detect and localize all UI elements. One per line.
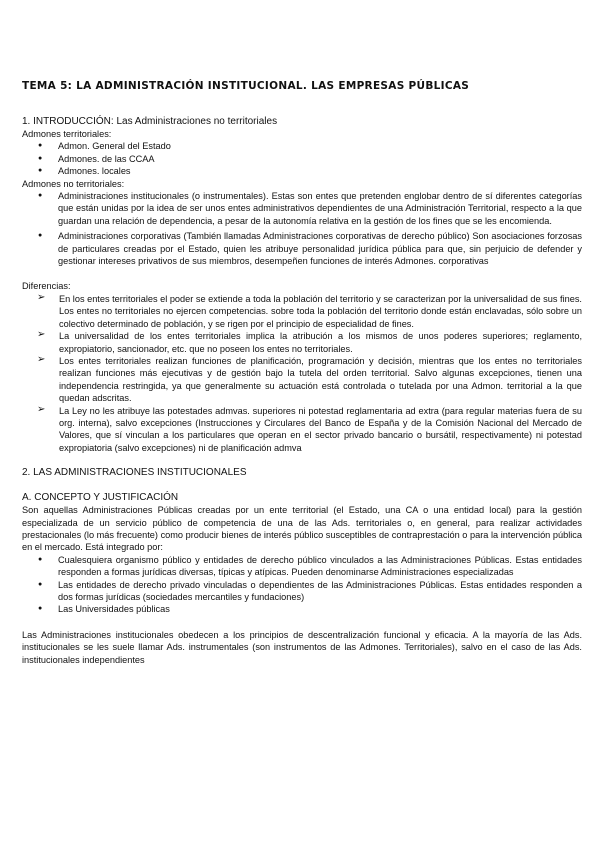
bullet-icon: ● xyxy=(38,142,43,150)
list-item: ➢ En los entes territoriales el poder se extiende a toda la población del territorio y se caracterizan por la universalidad de sus fines. Los entes no territoriales no ejercen competencias. sobre toda la población del territorio donde están enclavadas, sólo sobre un colectivo determinado de población, y se rigen por el principio de especialidad de fines. xyxy=(37,291,582,329)
bullet-icon: ● xyxy=(38,580,43,588)
bullet-icon: ● xyxy=(38,605,43,613)
list-item: ● Admones. de las CCAA xyxy=(38,153,155,164)
territoriales-list xyxy=(22,140,582,177)
arrow-bullet-icon: ➢ xyxy=(37,353,46,365)
arrow-bullet-icon: ➢ xyxy=(37,403,46,415)
section-1-heading: 1. INTRODUCCIÓN: Las Administraciones no territoriales xyxy=(22,116,278,127)
section-2a-closing: Las Administraciones institucionales obedecen a los principios de descentralización funcional y eficacia. A la mayoría de las Ads. institucionales se les suele llamar Ads. instrumentales (son instrumentos de las Admones. Territoriales), salvo en el caso de las Ads. institucionales independientes xyxy=(22,629,582,665)
no-territoriales-list xyxy=(22,190,582,267)
bullet-icon: ● xyxy=(38,192,43,200)
no-territoriales-label: Admones no territoriales: xyxy=(22,178,125,189)
list-item: ➢ La universalidad de los entes territoriales implica la atribución a los mismos de unos poderes superiores; reglamento, expropiatorio, sancionador, etc. que no poseen los entes no territoriales. xyxy=(37,329,582,354)
section-2a-intro: Son aquellas Administraciones Públicas creadas por un ente territorial (el Estado, una CA o una entidad local) para la gestión especializada de un servicio público de competencia de una de las Ads. territoriales o, en general, para realizar actividades prestacionales (lo más frecuente) como producir bienes de interés público susceptibles de contraprestación o para la intervención pública en el mercado. Está integrado por: xyxy=(22,505,582,553)
list-item: ● Admon. General del Estado xyxy=(38,141,171,152)
arrow-bullet-icon: ➢ xyxy=(37,291,46,303)
list-item: ● Administraciones corporativas (También llamadas Administraciones corporativas de derecho público) Son asociaciones forzosas de particulares creadas por el Estado, quien les atribuye personalidad jurídica pública para que, sin perjuicio de defender y gestionar intereses privativos de sus miembros, desempeñen funciones de interés Admones. corporativas xyxy=(38,231,582,267)
list-item: ➢ La Ley no les atribuye las potestades admvas. superiores ni potestad reglamentaria ad extra (para regular materias fuera de su org. interna), salvo excepciones (Instrucciones y Circulares del Banco de España y de la Comisión Nacional del Mercado de Valores, que sí vinculan a los particulares que operan en el sector privado bancario o bursátil, respectivamente) ni potestad expropiatoria (salvo excepciones) ni de planificación admva xyxy=(37,403,582,453)
section-2a-heading: A. CONCEPTO Y JUSTIFICACIÓN xyxy=(22,492,179,504)
document-title: TEMA 5: LA ADMINISTRACIÓN INSTITUCIONAL. LAS EMPRESAS PÚBLICAS xyxy=(22,80,470,92)
bullet-icon: ● xyxy=(38,167,43,175)
territoriales-label: Admones territoriales: xyxy=(22,129,112,139)
bullet-icon: ● xyxy=(38,154,43,162)
list-item: ● Cualesquiera organismo público y entidades de derecho público vinculados a las Administraciones Públicas. Estas entidades responden a formas jurídicas diversas, típicas y atípicas. Pueden denominarse Administraciones especializadas xyxy=(38,554,582,578)
bullet-icon: ● xyxy=(38,232,43,240)
list-item: ● Admones. locales xyxy=(38,166,131,177)
arrow-bullet-icon: ➢ xyxy=(37,329,46,341)
bullet-icon: ● xyxy=(38,555,43,563)
list-item: ● Las entidades de derecho privado vinculadas o dependientes de las Administraciones Públicas. Estas entidades responden a dos formas jurídicas (sociedades mercantiles y fundaciones) xyxy=(38,579,582,602)
document-body xyxy=(22,115,582,666)
diferencias-label: Diferencias: xyxy=(22,281,71,292)
list-item: ● Administraciones institucionales (o instrumentales). Estas son entes que pretenden englobar dentro de sí diferentes categorías que están unidas por la idea de ser unos entes administrativos dependientes de una Administración Territorial, respecto a la que guardan una relación de dependencia, a pesar de la autonomía relativa en la gestión de los fines que se les encomienda. xyxy=(38,191,582,226)
section-2-heading: 2. LAS ADMINISTRACIONES INSTITUCIONALES xyxy=(22,467,247,479)
integrado-list xyxy=(22,554,582,616)
diferencias-list xyxy=(22,293,582,454)
list-item: ➢ Los entes territoriales realizan funciones de planificación, programación y decisión, mientras que los entes no territoriales realizan funciones más ejecutivas y de gestión bajo la tutela del orden territorial. Salvo algunas excepciones, tienen una independencia restringida, ya que generalmente su actuación está controlada o tutelada por una Admon. territorial a la que quedan adscritas. xyxy=(37,353,582,404)
list-item: ● Las Universidades públicas xyxy=(38,604,170,615)
